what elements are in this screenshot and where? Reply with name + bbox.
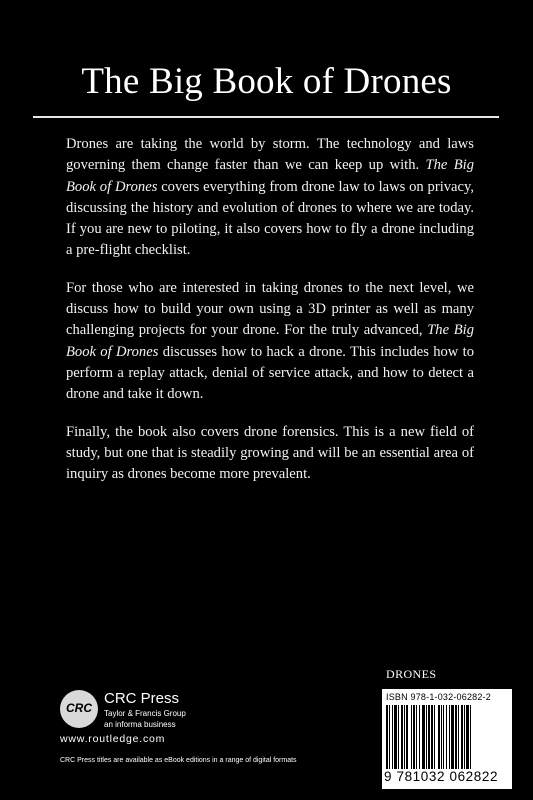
barcode-bar <box>449 705 450 769</box>
barcode-bar <box>426 705 427 769</box>
blurb-paragraph-2 <box>66 278 474 406</box>
barcode-bar <box>451 705 454 769</box>
barcode-bar <box>398 705 399 769</box>
barcode-bar <box>455 705 457 769</box>
blurb-text: discusses how to hack a drone. This includes how to perform a replay attack, denial of service attack, and how to detect a drone and take it down. <box>66 343 474 403</box>
barcode-bar <box>466 705 469 769</box>
barcode-bar <box>422 705 425 769</box>
crc-logo-icon <box>60 690 98 728</box>
barcode-bar <box>413 705 415 769</box>
publisher-name: CRC Press <box>104 690 180 707</box>
blurb-text: For those who are interested in taking drones to the next level, we discuss how to build your own using a 3D printer as well as many challenging projects for your drone. For the truly advanced, <box>66 279 474 339</box>
barcode-bar <box>438 705 440 769</box>
barcode-bar <box>416 705 417 769</box>
barcode-bar <box>406 705 408 769</box>
barcode-bar <box>464 705 465 769</box>
barcode-bar <box>411 705 412 769</box>
barcode-bar <box>441 705 442 769</box>
blurb-book-title: The Big Book of Drones <box>66 157 475 195</box>
publisher-url: www.routledge.com <box>60 733 166 745</box>
subject-category: DRONES <box>386 667 437 681</box>
publisher-business: an informa business <box>104 720 176 729</box>
title-divider <box>33 116 499 118</box>
crc-logo-text: CRC <box>66 701 92 715</box>
blurb-paragraph-3: Finally, the book also covers drone forensics. This is a new field of study, but one that is steadily growing and will be an essential area of inquiry as drones become more prevalent. <box>66 423 474 483</box>
barcode-bar <box>392 705 393 769</box>
isbn-barcode <box>382 689 512 789</box>
book-title: The Big Book of Drones <box>81 61 452 102</box>
barcode-bar <box>386 705 388 769</box>
publisher-group: Taylor & Francis Group <box>104 709 186 718</box>
barcode-bar <box>470 705 471 769</box>
barcode-bar <box>431 705 433 769</box>
barcode-bar <box>428 705 430 769</box>
barcode-bar <box>419 705 420 769</box>
barcode-bar <box>443 705 444 769</box>
barcode-bar <box>389 705 390 769</box>
cover-blurb <box>66 134 474 501</box>
barcode-bar <box>434 705 435 769</box>
barcode-bar <box>458 705 459 769</box>
barcode-bar <box>446 705 447 769</box>
isbn-number: ISBN 978-1-032-06282-2 <box>386 692 491 702</box>
ebook-note: CRC Press titles are available as eBook editions in a range of digital formats <box>60 757 297 764</box>
barcode-bar <box>394 705 397 769</box>
barcode-bar <box>461 705 463 769</box>
blurb-text: Drones are taking the world by storm. The technology and laws governing them change faster than we can keep up with. <box>66 136 474 174</box>
blurb-book-title: The Big Book of Drones <box>66 322 474 360</box>
barcode-bar <box>404 705 405 769</box>
blurb-paragraph-1 <box>66 134 474 262</box>
barcode-digits: 9 781032 062822 <box>384 769 499 784</box>
blurb-text: covers everything from drone law to laws on privacy, discussing the history and evolution of drones to where we are today. If you are new to piloting, it also covers how to fly a drone including a pre-flight checklist. <box>66 178 475 259</box>
barcode-bars <box>386 705 508 769</box>
barcode-bar <box>401 705 403 769</box>
